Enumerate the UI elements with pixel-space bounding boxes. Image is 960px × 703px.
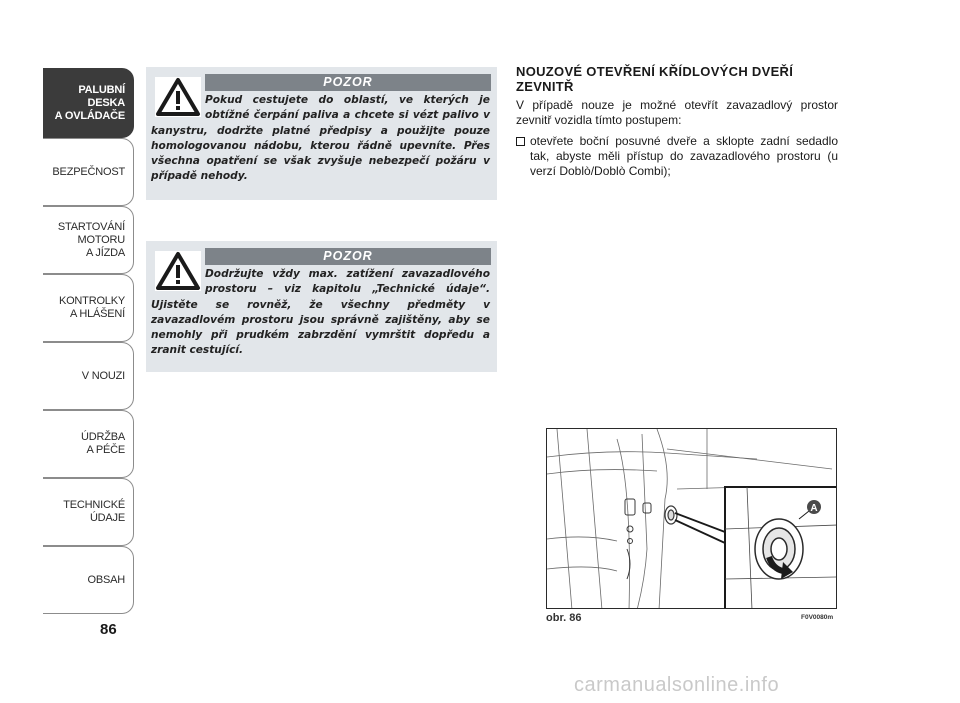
callout-label: A bbox=[810, 503, 818, 514]
door-release-illustration bbox=[547, 429, 837, 609]
list-item-text: otevřete boční posuvné dveře a sklopte zadní sedadlo tak, abyste měli přístup do zavazadlového prostoru (u verzí Doblò/Doblò Combi); bbox=[530, 134, 838, 178]
section-content bbox=[516, 64, 838, 179]
tab-label: BEZPEČNOST bbox=[52, 165, 125, 178]
warning-header: POZOR bbox=[205, 248, 491, 265]
tab-label: TECHNICKÉ ÚDAJE bbox=[63, 499, 125, 524]
section-title: NOUZOVÉ OTEVŘENÍ KŘÍDLOVÝCH DVEŘÍ ZEVNITŘ bbox=[516, 64, 794, 94]
checkbox-bullet-icon bbox=[516, 137, 525, 146]
tab-udrzba[interactable] bbox=[43, 410, 134, 478]
warning-header: POZOR bbox=[205, 74, 491, 91]
section-intro: V případě nouze je možné otevřít zavazadlový prostor zevnitř vozidla tímto postupem: bbox=[516, 98, 838, 127]
tab-label: STARTOVÁNÍ MOTORU A JÍZDA bbox=[57, 220, 125, 259]
figure-code: F0V0080m bbox=[801, 614, 834, 621]
figure-illustration bbox=[546, 428, 837, 609]
tab-v-nouzi[interactable] bbox=[43, 342, 134, 410]
tab-label: KONTROLKY A HLÁŠENÍ bbox=[58, 295, 125, 320]
tab-label: OBSAH bbox=[87, 573, 125, 586]
figure-caption: obr. 86 bbox=[546, 612, 582, 624]
tab-label: PALUBNÍ DESKA A OVLÁDAČE bbox=[54, 83, 125, 122]
tab-kontrolky[interactable] bbox=[43, 274, 134, 342]
tab-label: ÚDRŽBA A PÉČE bbox=[80, 431, 125, 456]
warning-box bbox=[146, 241, 497, 372]
warning-box bbox=[146, 67, 497, 200]
list-item bbox=[516, 134, 838, 179]
tab-palubni-deska[interactable] bbox=[43, 68, 134, 138]
tab-technicke-udaje[interactable] bbox=[43, 478, 134, 546]
warning-text: Dodržujte vždy max. zatížení zavazadlového prostoru – viz kapitolu „Technické údaje“. Ujistěte se rovněž, že všechny předměty v zavazadlovém prostoru jsou správně zajištěny, aby se nemohly při prudkém zabrzdění vymrštit dopředu a zranit cestující. bbox=[151, 268, 490, 357]
tab-startovani[interactable] bbox=[43, 206, 134, 274]
tab-bezpecnost[interactable] bbox=[43, 138, 134, 206]
warning-text: Pokud cestujete do oblastí, ve kterých je obtížné čerpání paliva a chcete si vézt palivo v kanystru, dodržte platné předpisy a použijte pouze homologovanou nádobu, kterou řádně upevníte. Přes všechna opatření se však zvyšuje nebezpečí požáru v případě nehody. bbox=[151, 94, 490, 183]
page-number: 86 bbox=[100, 621, 117, 638]
tab-obsah[interactable] bbox=[43, 546, 134, 614]
watermark: carmanualsonline.info bbox=[574, 674, 780, 696]
tab-label: V NOUZI bbox=[81, 369, 125, 382]
